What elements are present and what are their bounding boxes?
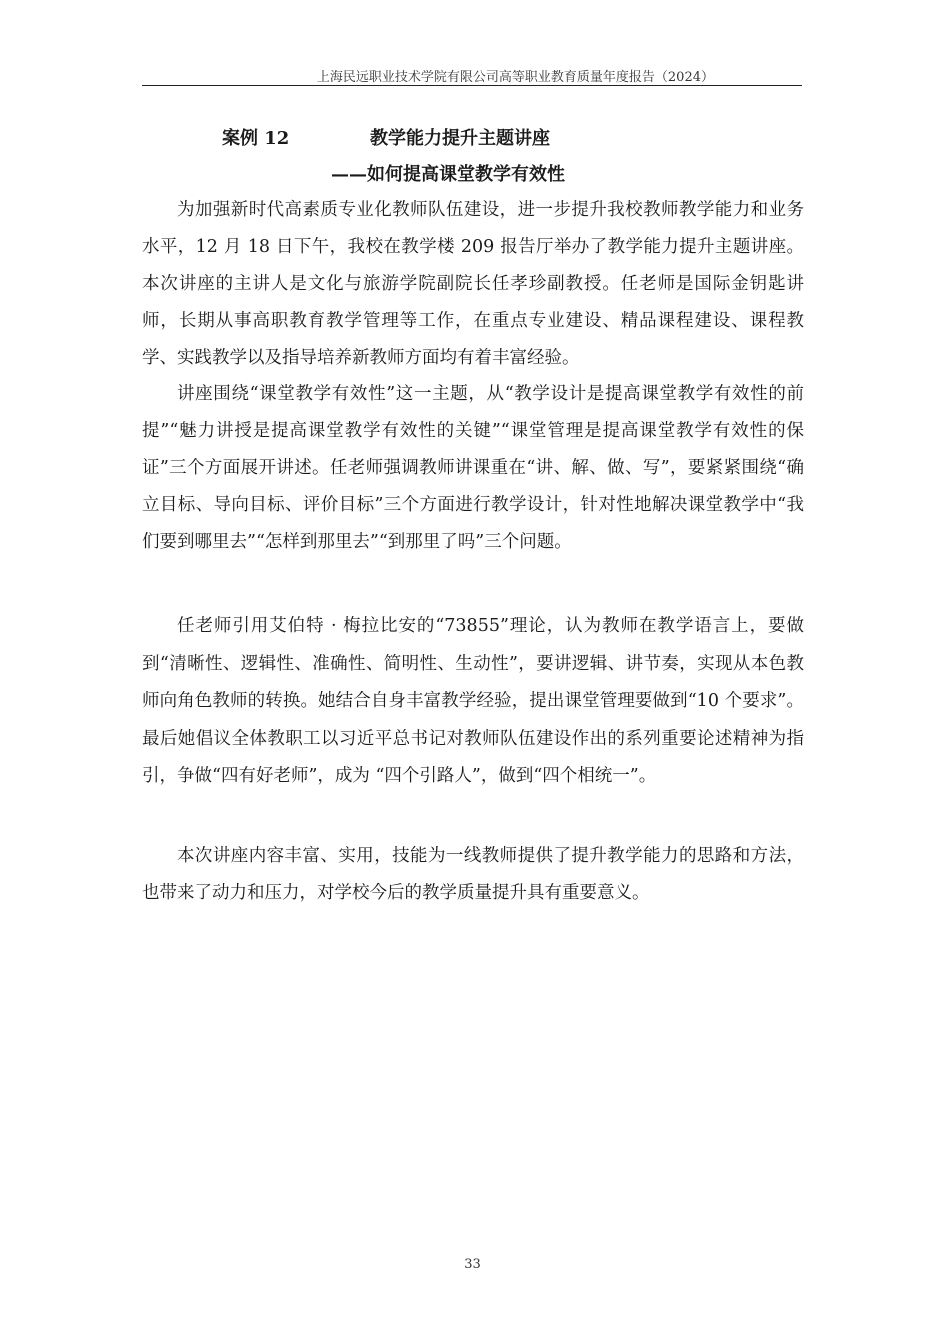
paragraph-3: 任老师引用艾伯特 · 梅拉比安的“73855”理论，认为教师在教学语言上，要做到“清晰性、逻辑性、准确性、简明性、生动性”，要讲逻辑、讲节奏，实现从本色教师向角色教师的转换。她结合自身丰富教学经验，提出课堂管理要做到“10 个要求”。最后她倡议全体教职工以习近平总书记对教师队伍建设作出的系列重要论述精神为指引，争做“四有好老师”，成为 “四个引路人”，做到“四个相统一”。 xyxy=(142,616,804,786)
running-header: 上海民远职业技术学院有限公司高等职业教育质量年度报告（2024） xyxy=(316,70,714,85)
paragraph-2: 讲座围绕“课堂教学有效性”这一主题，从“教学设计是提高课堂教学有效性的前提”“魅力讲授是提高课堂教学有效性的关键”“课堂管理是提高课堂教学有效性的保证”三个方面展开讲述。任老师强调教师讲课重在“讲、解、做、写”，要紧紧围绕“确立目标、导向目标、评价目标”三个方面进行教学设计，针对性地解决课堂教学中“我们要到哪里去”“怎样到那里去”“到那里了吗”三个问题。 xyxy=(142,384,804,552)
case-label: 案例 12 xyxy=(222,128,290,149)
paragraph-block xyxy=(142,608,804,796)
paragraph-1: 为加强新时代高素质专业化教师队伍建设，进一步提升我校教师教学能力和业务水平，12 月 18 日下午，我校在教学楼 209 报告厅举办了教学能力提升主题讲座。本次讲座的主讲人是文化与旅游学院副院长任孝珍副教授。任老师是国际金钥匙讲师，长期从事高职教育教学管理等工作，在重点专业建设、精品课程建设、课程教学、实践教学以及指导培养新教师方面均有着丰富经验。 xyxy=(142,200,804,368)
case-title: 教学能力提升主题讲座 xyxy=(370,128,550,149)
paragraph-4: 本次讲座内容丰富、实用，技能为一线教师提供了提升教学能力的思路和方法，也带来了动力和压力，对学校今后的教学质量提升具有重要意义。 xyxy=(142,846,804,903)
case-title-row xyxy=(222,124,550,150)
page-number: 33 xyxy=(464,1257,481,1272)
header-rule xyxy=(142,85,802,86)
paragraph-block xyxy=(142,192,804,377)
paragraph-block xyxy=(142,376,804,561)
paragraph-block xyxy=(142,838,804,912)
case-subtitle: ——如何提高课堂教学有效性 xyxy=(331,164,565,185)
